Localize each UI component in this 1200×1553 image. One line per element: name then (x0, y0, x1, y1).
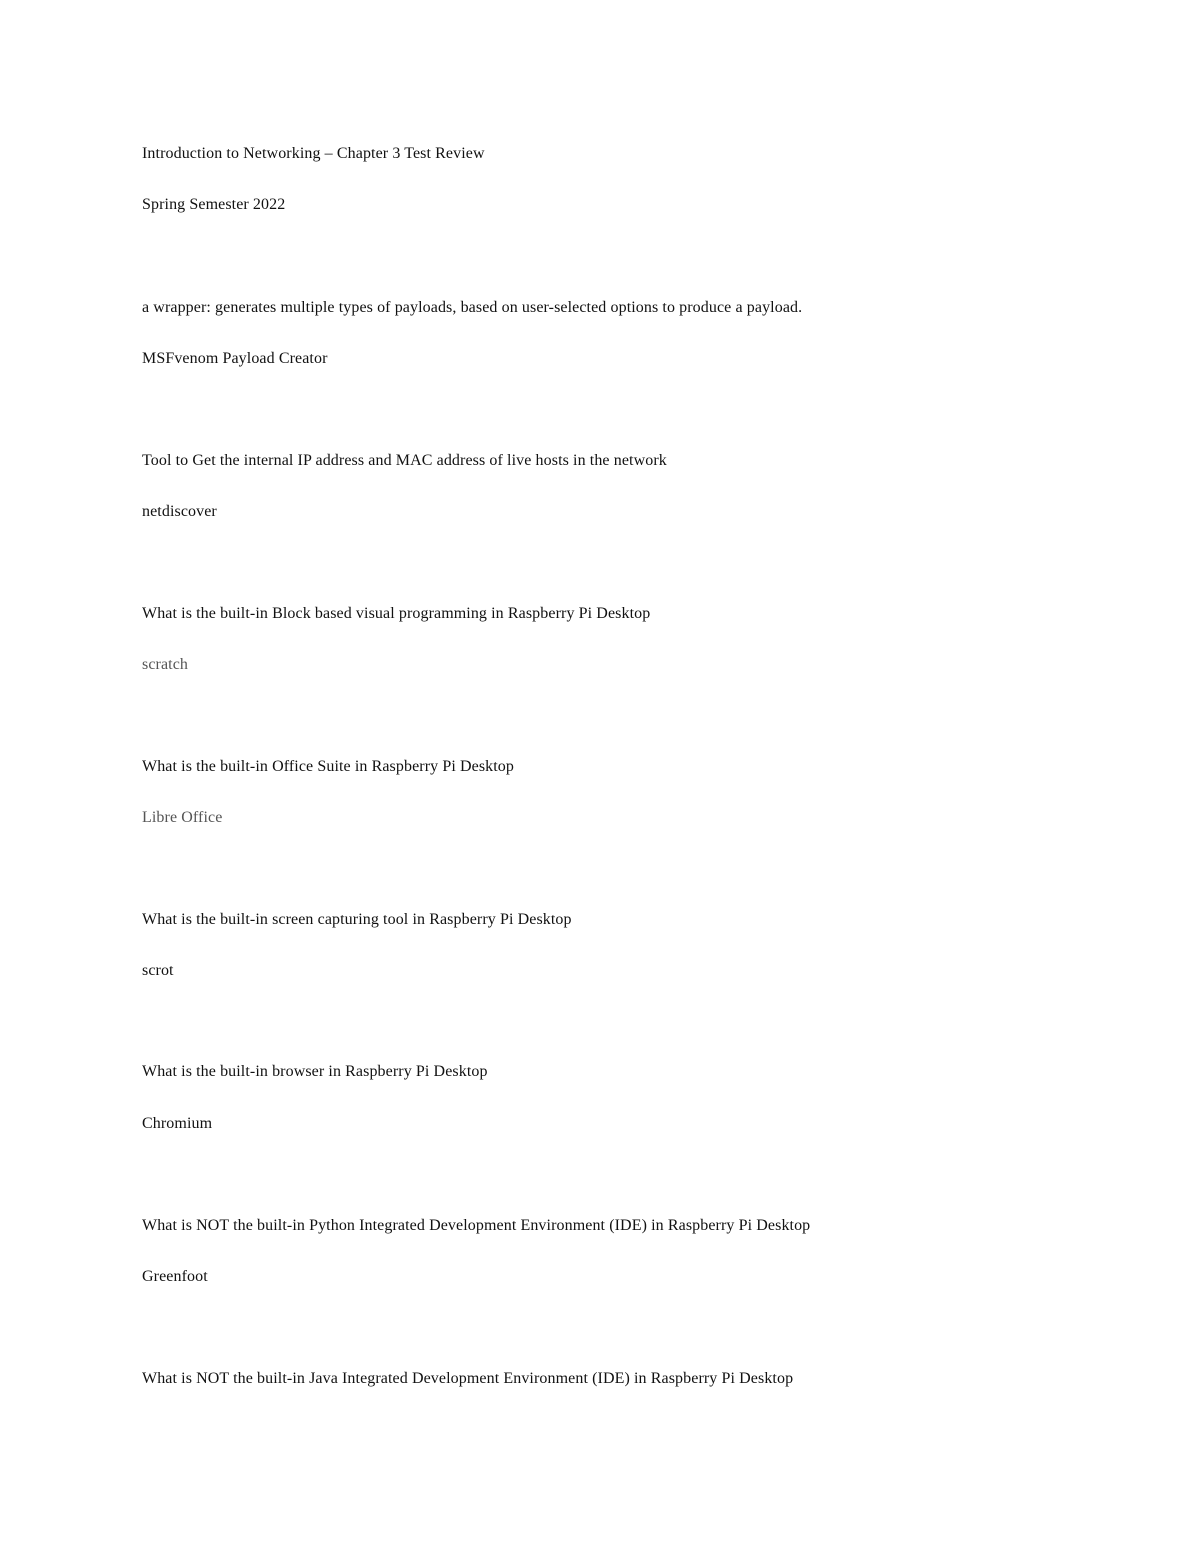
question-text: What is the built-in Office Suite in Raspberry Pi Desktop (142, 758, 515, 775)
document-title: Introduction to Networking – Chapter 3 Test Review (142, 145, 485, 162)
answer-text: Greenfoot (142, 1268, 208, 1285)
question-text: a wrapper: generates multiple types of payloads, based on user-selected options to produce a payload. (142, 299, 803, 316)
question-text: What is the built-in Block based visual programming in Raspberry Pi Desktop (142, 605, 651, 622)
semester-label: Spring Semester 2022 (142, 196, 286, 213)
answer-text: Chromium (142, 1115, 213, 1132)
answer-text: scrot (142, 962, 174, 979)
answer-text: scratch (142, 656, 189, 673)
answer-text: netdiscover (142, 503, 217, 520)
question-text: What is the built-in browser in Raspberry Pi Desktop (142, 1063, 488, 1080)
answer-text: MSFvenom Payload Creator (142, 350, 328, 367)
question-text: What is NOT the built-in Python Integrated Development Environment (IDE) in Raspberry Pi Desktop (142, 1217, 811, 1234)
question-text: Tool to Get the internal IP address and MAC address of live hosts in the network (142, 452, 667, 469)
question-text: What is the built-in screen capturing tool in Raspberry Pi Desktop (142, 911, 572, 928)
question-text: What is NOT the built-in Java Integrated Development Environment (IDE) in Raspberry Pi Desktop (142, 1370, 794, 1387)
answer-text: Libre Office (142, 809, 223, 826)
